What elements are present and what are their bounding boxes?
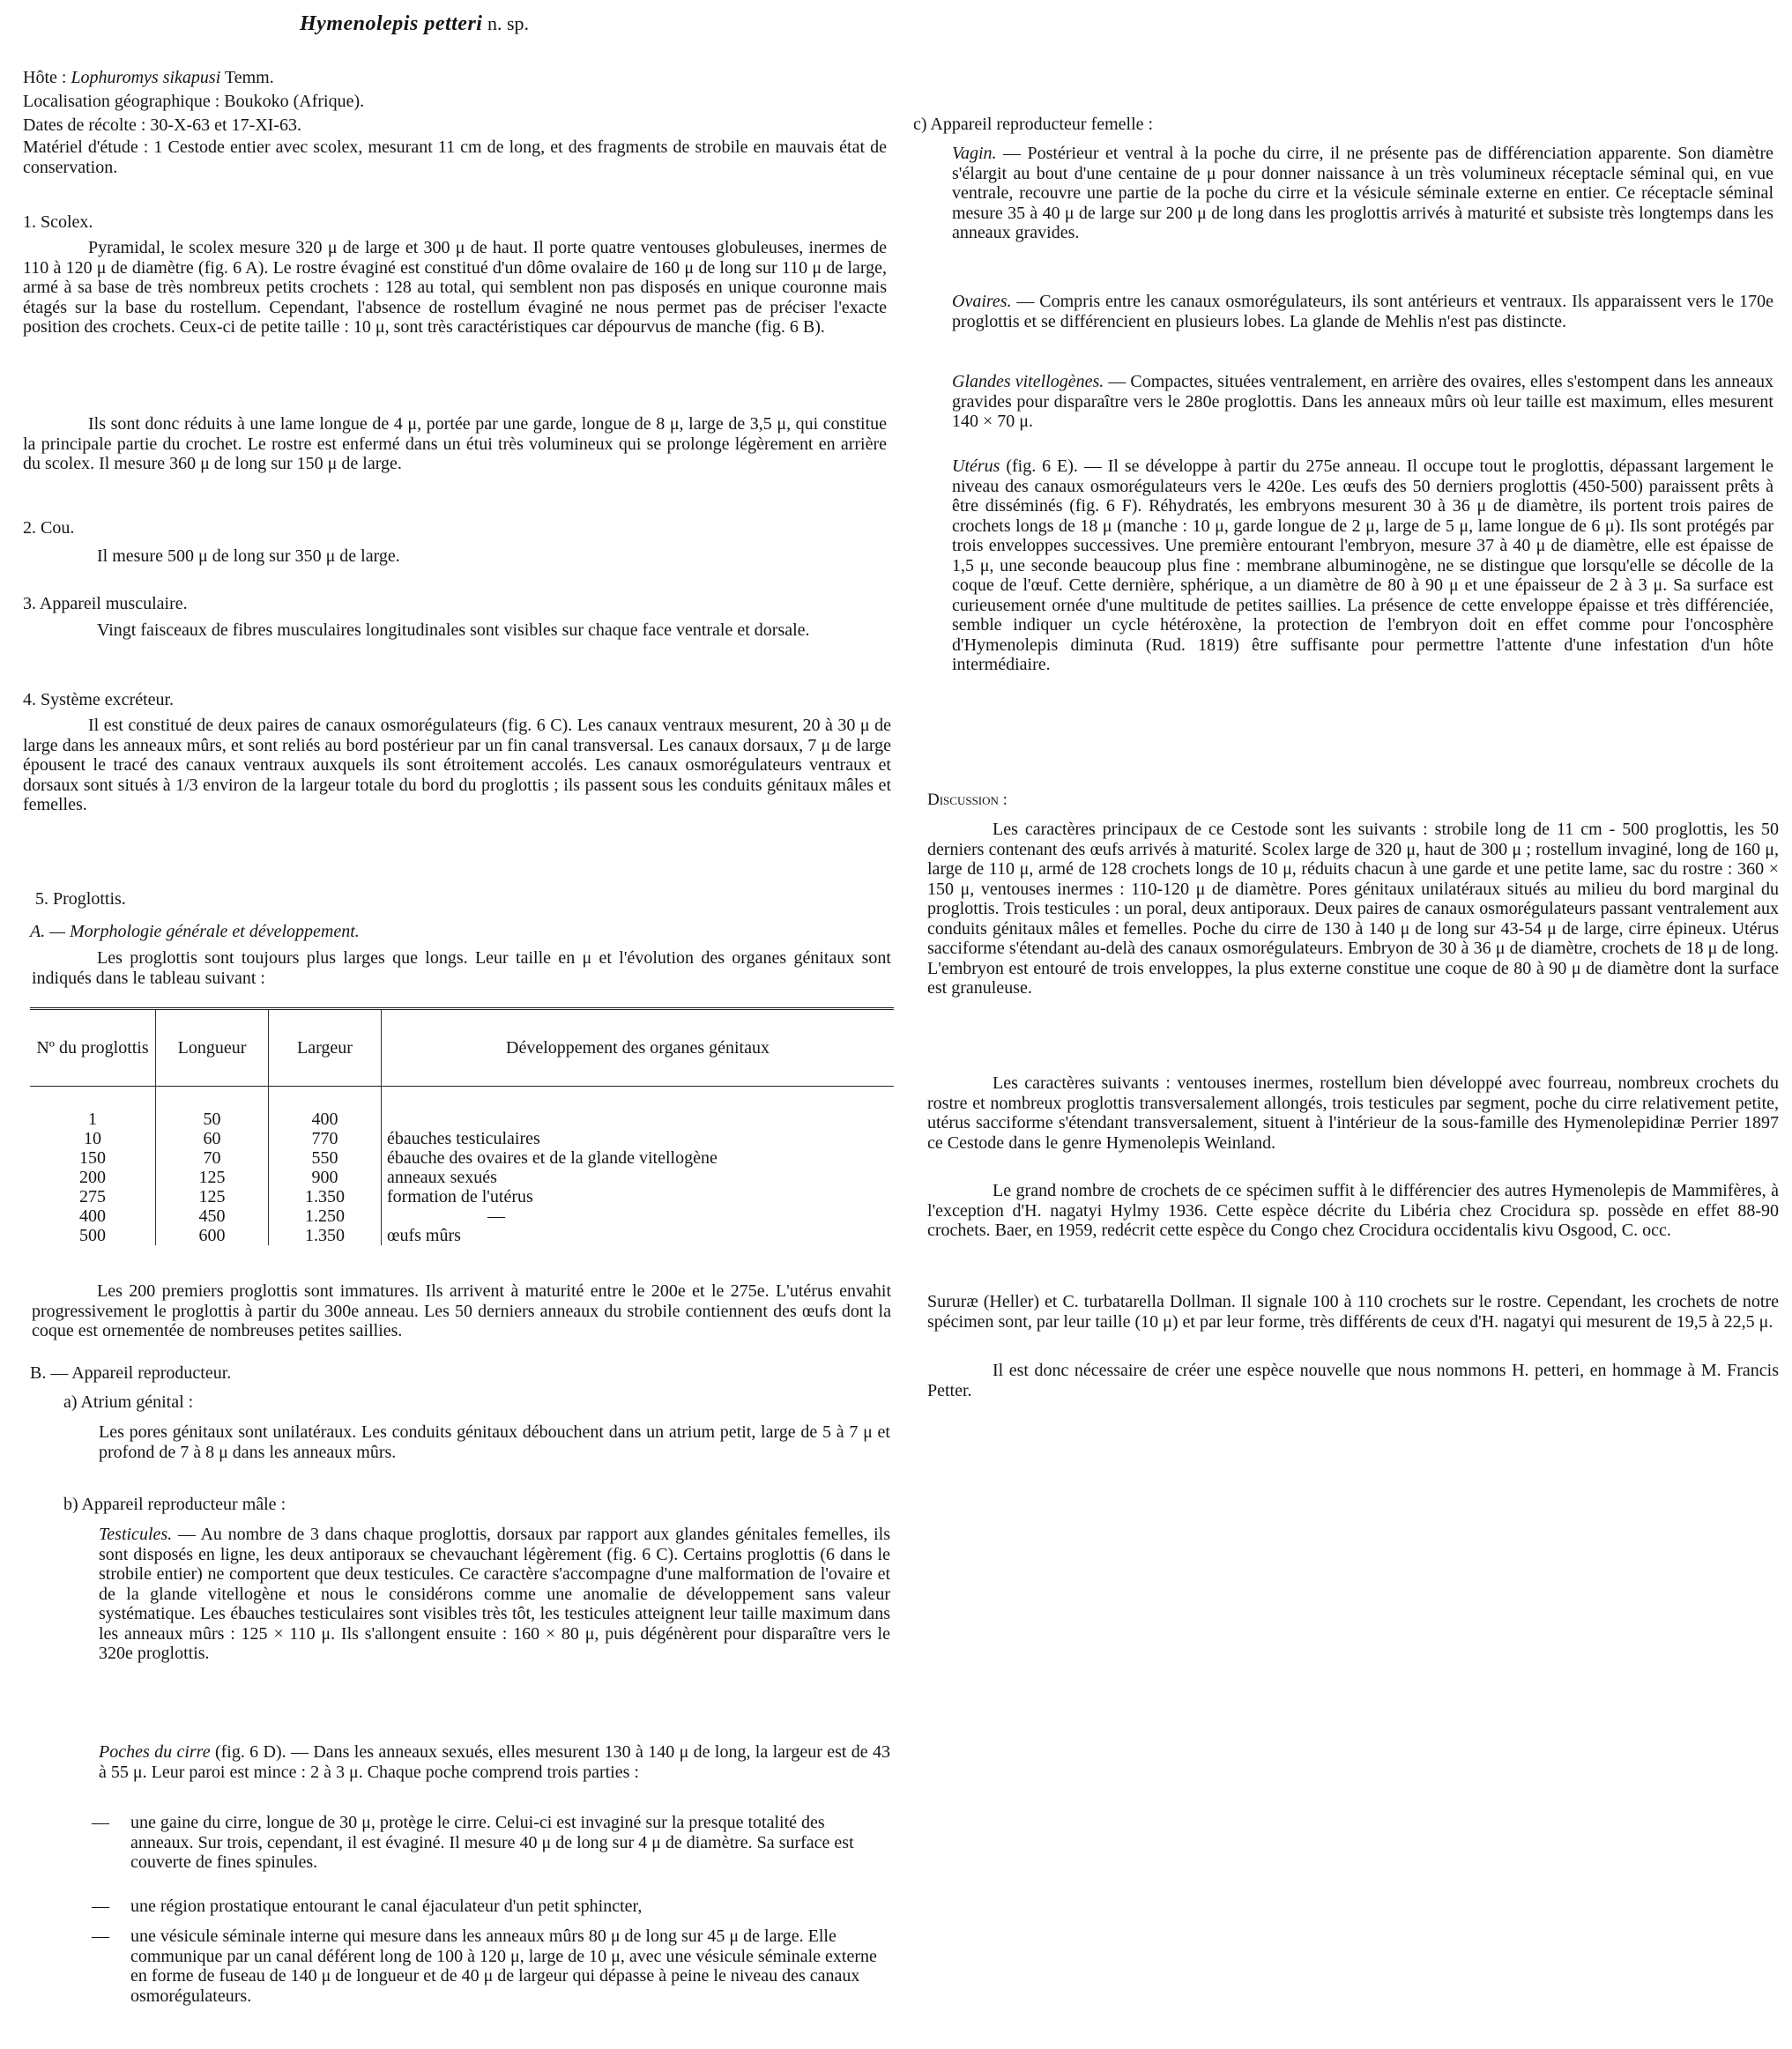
paragraph-musculaire: Vingt faisceaux de fibres musculaires longitudinales sont visibles sur chaque face ventrale et dorsale. (97, 620, 810, 640)
paragraph-discussion-2: Les caractères suivants : ventouses inermes, rostellum bien développé avec fourreau, nombreux crochets du rostre et nombreux proglottis transversalement allongés, trois testicules par segment, poche du cirre relativement petite, utérus sacciforme s'étendant transversalement, situent à l'intérieur de la sous-famille des Hymenolepidinæ Perrier 1897 ce Cestode dans le genre Hymenolepis Weinland. (927, 1073, 1779, 1153)
subheading-atrium: a) Atrium génital : (63, 1392, 194, 1412)
paragraph-cou: Il mesure 500 μ de long sur 350 μ de large. (97, 546, 400, 566)
paragraph-vagin: Vagin. — Postérieur et ventral à la poche du cirre, il ne présente pas de différenciation apparente. Son diamètre s'élargit au bout d'une centaine de μ pour donner naissance à un très volumineux réceptacle séminal qui, en vue ventrale, recouvre une partie de la poche du cirre et la vésicule séminale externe en entier. Ce réceptacle séminal mesure 35 à 40 μ de large sur 200 μ de long dans les proglottis arrivés à maturité et subsiste très longtemps dans les anneaux gravides. (952, 144, 1773, 242)
paragraph-poches: Poches du cirre (fig. 6 D). — Dans les anneaux sexués, elles mesurent 130 à 140 μ de long, la largeur est de 43 à 55 μ. Leur paroi est mince : 2 à 3 μ. Chaque poche comprend trois parties : (99, 1742, 890, 1782)
paragraph-testicules: Testicules. — Au nombre de 3 dans chaque proglottis, dorsaux par rapport aux glandes génitales femelles, ils sont disposés en ligne, les deux antiporaux se chevauchant légèrement (fig. 6 C). Certains proglottis (6 dans le strobile entier) ne comportent que deux testicules. Ce caractère s'accompagne d'une malformation de l'ovaire et de la glande vitellogène et nous le considérons comme une anomalie de développement sans valeur systématique. Les ébauches testiculaires sont visibles très tôt, les testicules atteignent leur taille maximum dans les anneaux mûrs : 125 × 110 μ. Ils s'allongent ensuite : 160 × 80 μ, puis dégénèrent pour disparaître vers le 320e proglottis. (99, 1525, 890, 1663)
material-line: Matériel d'étude : 1 Cestode entier avec scolex, mesurant 11 cm de long, et des fragments de strobile en mauvais état de conservation. (23, 137, 887, 177)
paragraph-scolex-2: Ils sont donc réduits à une lame longue de 4 μ, portée par une garde, longue de 8 μ, large de 3,5 μ, qui constitue la principale partie du crochet. Le rostre est enfermé dans un étui très volumineux qui se prolonge légèrement en arrière du scolex. Il mesure 360 μ de long sur 150 μ de large. (23, 414, 887, 473)
paragraph-ovaires: Ovaires. — Compris entre les canaux osmorégulateurs, ils sont antérieurs et ventraux. Ils apparaissent vers le 170e proglottis et se différencient en plusieurs lobes. La glande de Mehlis n'est pas distincte. (952, 292, 1773, 331)
subheading-morphologie: A. — Morphologie générale et développement. (30, 922, 360, 941)
proglottis-table (30, 1007, 894, 1245)
species-suffix: n. sp. (487, 12, 530, 34)
paragraph-morphologie: Les proglottis sont toujours plus larges que longs. Leur taille en μ et l'évolution des organes génitaux sont indiqués dans le tableau suivant : (32, 948, 891, 988)
paragraph-atrium: Les pores génitaux sont unilatéraux. Les conduits génitaux débouchent dans un atrium petit, large de 5 à 7 μ et profond de 7 à 8 μ dans les anneaux mûrs. (99, 1422, 890, 1462)
locality-line: Localisation géographique : Boukoko (Afrique). (23, 92, 365, 111)
subheading-male: b) Appareil reproducteur mâle : (63, 1495, 286, 1514)
table-header-row (30, 1009, 894, 1087)
paragraph-discussion-3: Le grand nombre de crochets de ce spécimen suffit à le différencier des autres Hymenolepis de Mammifères, à l'exception d'H. nagatyi Hylmy 1936. Cette espèce décrite du Libéria chez Crocidura sp. possède en effet 88-90 crochets. Baer, en 1959, redécrit cette espèce du Congo chez Crocidura occidentalis kivu Osgood, C. occ. (927, 1181, 1779, 1240)
section-heading-proglottis: 5. Proglottis. (35, 889, 126, 909)
table-row: 1 50 400 (30, 1110, 894, 1129)
section-heading-musculaire: 3. Appareil musculaire. (23, 594, 188, 613)
paragraph-discussion-4: Sururæ (Heller) et C. turbatarella Dollman. Il signale 100 à 110 crochets sur le rostre. Cependant, les crochets de notre spécimen sont, par leur taille (10 μ) et par leur forme, très différents de ceux d'H. nagatyi qui mesurent de 19,5 à 22,5 μ. (927, 1292, 1779, 1332)
paragraph-maturite: Les 200 premiers proglottis sont immatures. Ils arrivent à maturité entre le 200e et le 275e. L'utérus envahit progressivement le proglottis à partir du 300e anneau. Les 50 derniers anneaux du strobile contiennent des œufs dont la coque est ornementée de nombreuses petites saillies. (32, 1281, 891, 1340)
discussion-heading: Discussion : (927, 791, 1008, 809)
list-item: — une vésicule séminale interne qui mesure dans les anneaux mûrs 80 μ de long sur 45 μ de large. Elle communique par un canal déférent long de 100 à 120 μ, large de 10 μ, avec une vésicule séminale externe en forme de fuseau de 140 μ de longueur et de 40 μ de largeur qui dépasse à peine le niveau des canaux osmorégulateurs. (92, 1927, 877, 2006)
paragraph-discussion-5: Il est donc nécessaire de créer une espèce nouvelle que nous nommons H. petteri, en hommage à M. Francis Petter. (927, 1361, 1779, 1400)
paragraph-excreteur: Il est constitué de deux paires de canaux osmorégulateurs (fig. 6 C). Les canaux ventraux mesurent, 20 à 30 μ de large dans les anneaux mûrs, et sont reliés au bord postérieur par un fin canal transversal. Les canaux dorsaux, 7 μ de large épousent le tracé des canaux ventraux auxquels ils sont étroitement accolés. Les canaux osmorégulateurs ventraux et dorsaux sont situés à 1/3 environ de la largeur totale du bord du proglottis ; ils passent sous les conduits génitaux mâles et femelles. (23, 716, 891, 814)
paragraph-discussion-1: Les caractères principaux de ce Cestode sont les suivants : strobile long de 11 cm - 500 proglottis, les 50 derniers contenant des œufs arrivés à maturité. Scolex large de 320 μ, haut de 300 μ ; rostellum invaginé, long de 160 μ, large de 110 μ, armé de 128 crochets longs de 10 μ, réduits chacun à une garde et une petite lame, sac du rostre : 360 × 150 μ, ventouses inermes : 110-120 μ de diamètre. Pores génitaux unilatéraux situés au milieu du bord marginal du proglottis. Trois testicules : un poral, deux antiporaux. Deux paires de canaux osmorégulateurs passant ventralement aux conduits génitaux mâles et femelles. Poche du cirre de 130 à 140 μ de long sur 43-54 μ de large, cirre épineux. Utérus sacciforme s'étendant au-delà des canaux osmorégulateurs. Embryon de 30 à 36 μ de diamètre, crochets de 18 μ de long. L'embryon est entouré de trois enveloppes, la plus externe constitue une coque de 80 à 90 μ de diamètre dont la surface est granuleuse. (927, 820, 1779, 998)
paragraph-uterus: Utérus (fig. 6 E). — Il se développe à partir du 275e anneau. Il occupe tout le proglottis, dépassant largement le niveau des canaux osmorégulateurs vers le 420e. Les œufs des 50 derniers proglottis (450-500) paraissent prêts à être disséminés (fig. 6 F). Réhydratés, les embryons mesurent 30 à 36 μ de diamètre, ils portent trois paires de crochets longs de 18 μ (manche : 10 μ, garde longue de 2 μ, large de 5 μ, lame longue de 6 μ). Ils sont protégés par trois enveloppes successives. Une première entourant l'embryon, mesure 37 à 40 μ de diamètre, elle est épaisse de 1,5 μ, une seconde beaucoup plus fine : membrane albuminogène, ne se distingue que lorsqu'elle se décolle de la coque de l'œuf. Cette dernière, sphérique, a un diamètre de 80 à 90 μ et une épaisseur de 2 à 3 μ. Sa surface est curieusement ornée d'une multitude de petites saillies. La présence de cette enveloppe épaisse et très différenciée, semble indiquer un cycle hétéroxène, la protection de l'embryon doit en effet comme pour l'oncosphère d'Hymenolepis diminuta (Rud. 1819) être suffisante pour permettre l'attente d'une infestation d'un hôte intermédiaire. (952, 457, 1773, 674)
table-header: Largeur (269, 1009, 382, 1087)
table-header: Longueur (156, 1009, 269, 1087)
paragraph-glandes: Glandes vitellogènes. — Compactes, situées ventralement, en arrière des ovaires, elles s'estompent dans les anneaux gravides pour disparaître vers le 280e proglottis. Dans les anneaux mûrs où leur taille est maximum, elles mesurent 140 × 70 μ. (952, 372, 1773, 431)
table-row: 200 125 900 anneaux sexués (30, 1168, 894, 1187)
table-row: 150 70 550 ébauche des ovaires et de la glande vitellogène (30, 1148, 894, 1168)
table-row: 400 450 1.250 — (30, 1206, 894, 1226)
dates-line: Dates de récolte : 30-X-63 et 17-XI-63. (23, 115, 301, 135)
paragraph-scolex-1: Pyramidal, le scolex mesure 320 μ de large et 300 μ de haut. Il porte quatre ventouses globuleuses, inermes de 110 à 120 μ de diamètre (fig. 6 A). Le rostre évaginé est constitué d'un dôme ovalaire de 160 μ de long sur 110 μ de large, armé à sa base de très nombreux petits crochets : 128 au total, qui semblent non pas disposés en unique couronne mais étagés sur la base du rostellum. Cependant, l'absence de rostellum évaginé ne nous permet pas de préciser l'exacte position des crochets. Ceux-ci de petite taille : 10 μ, sont très caractéristiques car dépourvus de manche (fig. 6 B). (23, 238, 887, 337)
subheading-reproducteur: B. — Appareil reproducteur. (30, 1363, 232, 1383)
table-header: Développement des organes génitaux (382, 1009, 895, 1087)
section-heading-excreteur: 4. Système excréteur. (23, 690, 175, 709)
page-title (300, 12, 529, 36)
section-heading-cou: 2. Cou. (23, 518, 75, 538)
table-row: 10 60 770 ébauches testiculaires (30, 1129, 894, 1148)
table-header: Nº du proglottis (30, 1009, 156, 1087)
table-row: 275 125 1.350 formation de l'utérus (30, 1187, 894, 1206)
list-item: — une gaine du cirre, longue de 30 μ, protège le cirre. Celui-ci est invaginé sur la presque totalité des anneaux. Sur trois, cependant, il est évaginé. Il mesure 40 μ de long sur 4 μ de diamètre. Sa surface est couverte de fines spinules. (92, 1813, 854, 1872)
table-row: 500 600 1.350 œufs mûrs (30, 1226, 894, 1245)
subheading-femelle: c) Appareil reproducteur femelle : (913, 115, 1154, 134)
section-heading-scolex: 1. Scolex. (23, 212, 93, 232)
list-item: — une région prostatique entourant le canal éjaculateur d'un petit sphincter, (92, 1897, 643, 1916)
host-line: Hôte : Lophuromys sikapusi Temm. (23, 68, 274, 87)
species-name: Hymenolepis petteri (300, 12, 483, 35)
